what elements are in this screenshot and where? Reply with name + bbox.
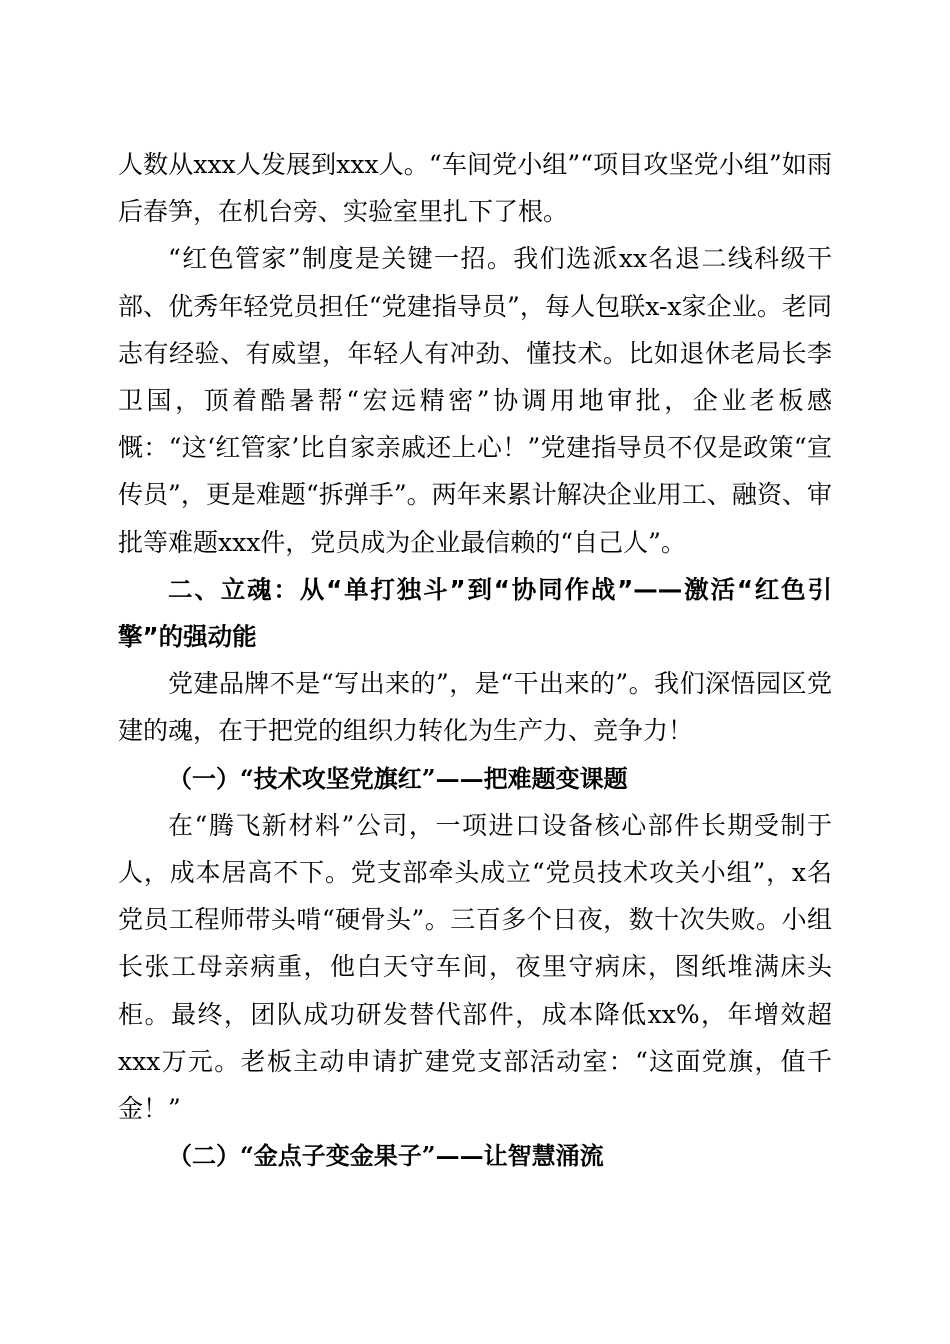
paragraph-tengfei: 在“腾飞新材料”公司，一项进口设备核心部件长期受制于人，成本居高不下。党支部牵头成立“党员技术攻关小组”，x名党员工程师带头啃“硬骨头”。三百多个日夜，数十次失败。小组长张工母亲病重，他白天守车间，夜里守病床，图纸堆满床头柜。最终，团队成功研发替代部件，成本降低xx%，年增效超xxx万元。老板主动申请扩建党支部活动室：“这面党旗，值千金！” — [118, 810, 832, 1124]
document-body — [118, 141, 832, 1179]
paragraph-red-steward: “红色管家”制度是关键一招。我们选派xx名退二线科级干部、优秀年轻党员担任“党建指导员”，每人包联x-x家企业。老同志有经验、有威望，年轻人有冲劲、懂技术。比如退休老局长李卫国，顶着酷暑帮“宏远精密”协调用地审批，企业老板感慨：“这‘红管家’比自家亲戚还上心！”党建指导员不仅是政策“宣传员”，更是难题“拆弹手”。两年来累计解决企业用工、融资、审批等难题xxx件，党员成为企业最信赖的“自己人”。 — [118, 244, 832, 557]
paragraph-continued: 人数从xxx人发展到xxx人。“车间党小组”“项目攻坚党小组”如雨后春笋，在机台旁、实验室里扎下了根。 — [118, 150, 832, 227]
paragraph-brand: 党建品牌不是“写出来的”，是“干出来的”。我们深悟园区党建的魂，在于把党的组织力转化为生产力、竞争力！ — [118, 669, 832, 746]
subheading-2: （二）“金点子变金果子”——让智慧涌流 — [168, 1141, 604, 1171]
subheading-1: （一）“技术攻坚党旗红”——把难题变课题 — [168, 763, 628, 793]
section-heading-2: 二、立魂：从“单打独斗”到“协同作战”——激活“红色引擎”的强动能 — [118, 574, 832, 652]
